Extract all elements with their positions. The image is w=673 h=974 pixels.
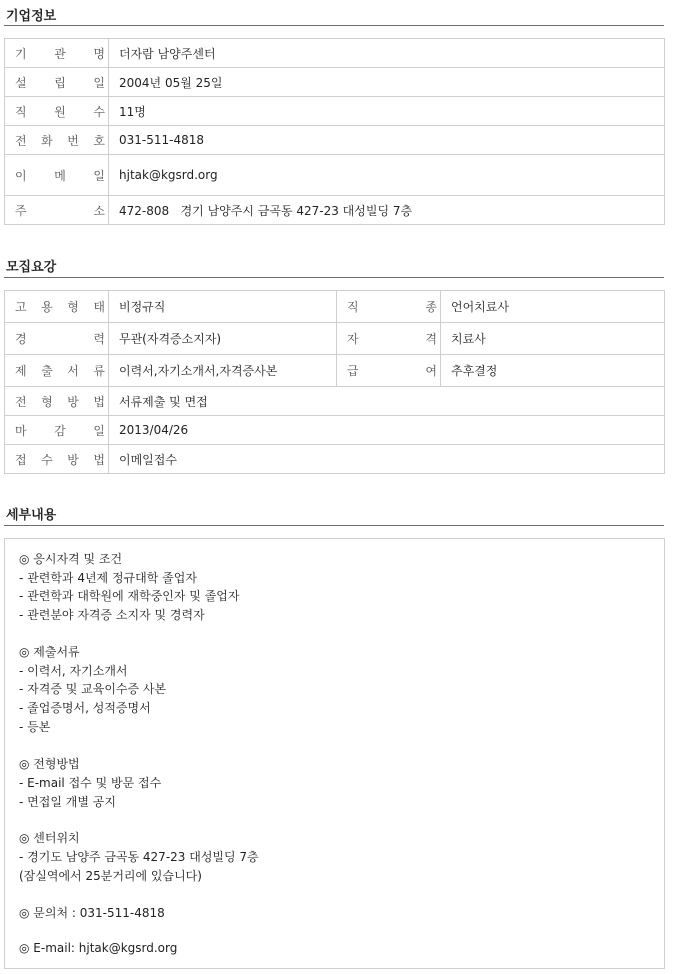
row-label bbox=[5, 155, 109, 196]
label-char: 급 bbox=[347, 364, 359, 378]
company-title-rule bbox=[4, 25, 664, 26]
row-label bbox=[5, 97, 109, 126]
label-char: 방 bbox=[67, 394, 79, 409]
phone-value: 031-511-4818 bbox=[109, 126, 665, 155]
label-char: 직 bbox=[347, 300, 359, 314]
employee-count-value: 11명 bbox=[109, 97, 665, 126]
label-char: 자 bbox=[347, 332, 359, 346]
detail-line: ◎ 센터위치 bbox=[19, 831, 80, 845]
qualification-value: 치료사 bbox=[441, 323, 665, 355]
screening-method-value: 서류제출 및 면접 bbox=[109, 387, 665, 416]
label-char: 법 bbox=[93, 452, 105, 467]
label-char: 직 bbox=[15, 104, 27, 119]
salary-value: 추후결정 bbox=[441, 355, 665, 387]
table-row bbox=[5, 416, 665, 445]
label-char: 마 bbox=[15, 423, 27, 438]
row-label bbox=[5, 68, 109, 97]
detail-line: - 면접일 개별 공지 bbox=[19, 795, 116, 809]
label-char: 일 bbox=[93, 75, 105, 90]
label-char: 여 bbox=[425, 364, 437, 378]
label-char: 주 bbox=[15, 203, 27, 218]
application-method-value: 이메일접수 bbox=[109, 445, 665, 474]
detail-line: - 관련학과 4년제 정규대학 졸업자 bbox=[19, 571, 197, 585]
label-char: 법 bbox=[93, 394, 105, 409]
label-char: 경 bbox=[15, 332, 27, 346]
label-char: 태 bbox=[93, 300, 105, 314]
row-label bbox=[5, 291, 109, 323]
label-char: 용 bbox=[41, 300, 53, 314]
label-char: 력 bbox=[93, 332, 105, 346]
label-char: 기 bbox=[15, 46, 27, 61]
label-char: 이 bbox=[15, 168, 27, 183]
label-char: 명 bbox=[93, 46, 105, 61]
detail-line: ◎ 문의처 : 031-511-4818 bbox=[19, 906, 165, 920]
experience-value: 무관(자격증소지자) bbox=[109, 323, 337, 355]
label-char: 일 bbox=[93, 168, 105, 183]
label-char: 립 bbox=[54, 75, 66, 90]
table-row bbox=[5, 387, 665, 416]
table-row bbox=[5, 196, 665, 225]
label-char: 설 bbox=[15, 75, 27, 90]
label-char: 형 bbox=[67, 300, 79, 314]
founded-date-value: 2004년 05월 25일 bbox=[109, 68, 665, 97]
label-char: 관 bbox=[54, 46, 66, 61]
label-char: 원 bbox=[54, 104, 66, 119]
row-label bbox=[5, 355, 109, 387]
label-char: 번 bbox=[67, 133, 79, 148]
label-char: 화 bbox=[41, 133, 53, 148]
detail-line: ◎ 제출서류 bbox=[19, 645, 80, 659]
table-row bbox=[5, 291, 665, 323]
row-label bbox=[5, 196, 109, 225]
row-label bbox=[5, 416, 109, 445]
row-label bbox=[337, 323, 441, 355]
detail-line: - 졸업증명서, 성적증명서 bbox=[19, 701, 151, 715]
label-char: 방 bbox=[67, 452, 79, 467]
detail-line: - 경기도 남양주 금곡동 427-23 대성빌딩 7층 bbox=[19, 850, 259, 864]
documents-value: 이력서,자기소개서,자격증사본 bbox=[109, 355, 337, 387]
detail-line: ◎ 응시자격 및 조건 bbox=[19, 552, 123, 566]
label-char: 수 bbox=[41, 452, 53, 467]
label-char: 접 bbox=[15, 452, 27, 467]
label-char: 일 bbox=[93, 423, 105, 438]
detail-line: - 이력서, 자기소개서 bbox=[19, 664, 128, 678]
detail-line: - 관련학과 대학원에 재학중인자 및 졸업자 bbox=[19, 589, 240, 603]
detail-line: - 관련분야 자격증 소지자 및 경력자 bbox=[19, 608, 205, 622]
recruit-info-table bbox=[4, 290, 665, 474]
table-row bbox=[5, 323, 665, 355]
job-type-value: 언어치료사 bbox=[441, 291, 665, 323]
detail-line: - E-mail 접수 및 방문 접수 bbox=[19, 776, 162, 790]
label-char: 출 bbox=[41, 364, 53, 378]
detail-line: ◎ E-mail: hjtak@kgsrd.org bbox=[19, 941, 178, 955]
label-char: 고 bbox=[15, 300, 27, 314]
label-char: 서 bbox=[67, 364, 79, 378]
recruit-section-title: 모집요강 bbox=[6, 260, 57, 275]
table-row bbox=[5, 126, 665, 155]
detail-line: ◎ 전형방법 bbox=[19, 757, 80, 771]
table-row bbox=[5, 155, 665, 196]
row-label bbox=[337, 355, 441, 387]
row-label bbox=[5, 445, 109, 474]
label-char: 감 bbox=[54, 423, 66, 438]
recruit-title-rule bbox=[4, 277, 664, 278]
label-char: 메 bbox=[54, 168, 66, 183]
detail-line: - 등본 bbox=[19, 720, 51, 734]
label-char: 전 bbox=[15, 394, 27, 409]
company-info-table bbox=[4, 38, 665, 225]
row-label bbox=[337, 291, 441, 323]
table-row bbox=[5, 445, 665, 474]
label-char: 류 bbox=[93, 364, 105, 378]
email-value: hjtak@kgsrd.org bbox=[109, 155, 665, 196]
row-label bbox=[5, 126, 109, 155]
label-char: 수 bbox=[93, 104, 105, 119]
company-section-title: 기업정보 bbox=[6, 9, 57, 24]
detail-title-rule bbox=[4, 525, 664, 526]
address-value: 472-808 경기 남양주시 금곡동 427-23 대성빌딩 7층 bbox=[109, 196, 665, 225]
row-label bbox=[5, 323, 109, 355]
label-char: 형 bbox=[41, 394, 53, 409]
detail-section-title: 세부내용 bbox=[6, 508, 57, 523]
detail-line: (잠실역에서 25분거리에 있습니다) bbox=[19, 869, 202, 883]
institution-name-value: 더자람 남양주센터 bbox=[109, 39, 665, 68]
label-char: 제 bbox=[15, 364, 27, 378]
label-char: 전 bbox=[15, 133, 27, 148]
label-char: 소 bbox=[93, 203, 105, 218]
detail-line: - 자격증 및 교육이수증 사본 bbox=[19, 682, 167, 696]
row-label bbox=[5, 39, 109, 68]
detail-content-box bbox=[4, 538, 665, 969]
deadline-value: 2013/04/26 bbox=[109, 416, 665, 445]
label-char: 격 bbox=[425, 332, 437, 346]
row-label bbox=[5, 387, 109, 416]
table-row bbox=[5, 39, 665, 68]
employment-type-value: 비정규직 bbox=[109, 291, 337, 323]
table-row bbox=[5, 97, 665, 126]
label-char: 종 bbox=[425, 300, 437, 314]
table-row bbox=[5, 68, 665, 97]
label-char: 호 bbox=[93, 133, 105, 148]
table-row bbox=[5, 355, 665, 387]
